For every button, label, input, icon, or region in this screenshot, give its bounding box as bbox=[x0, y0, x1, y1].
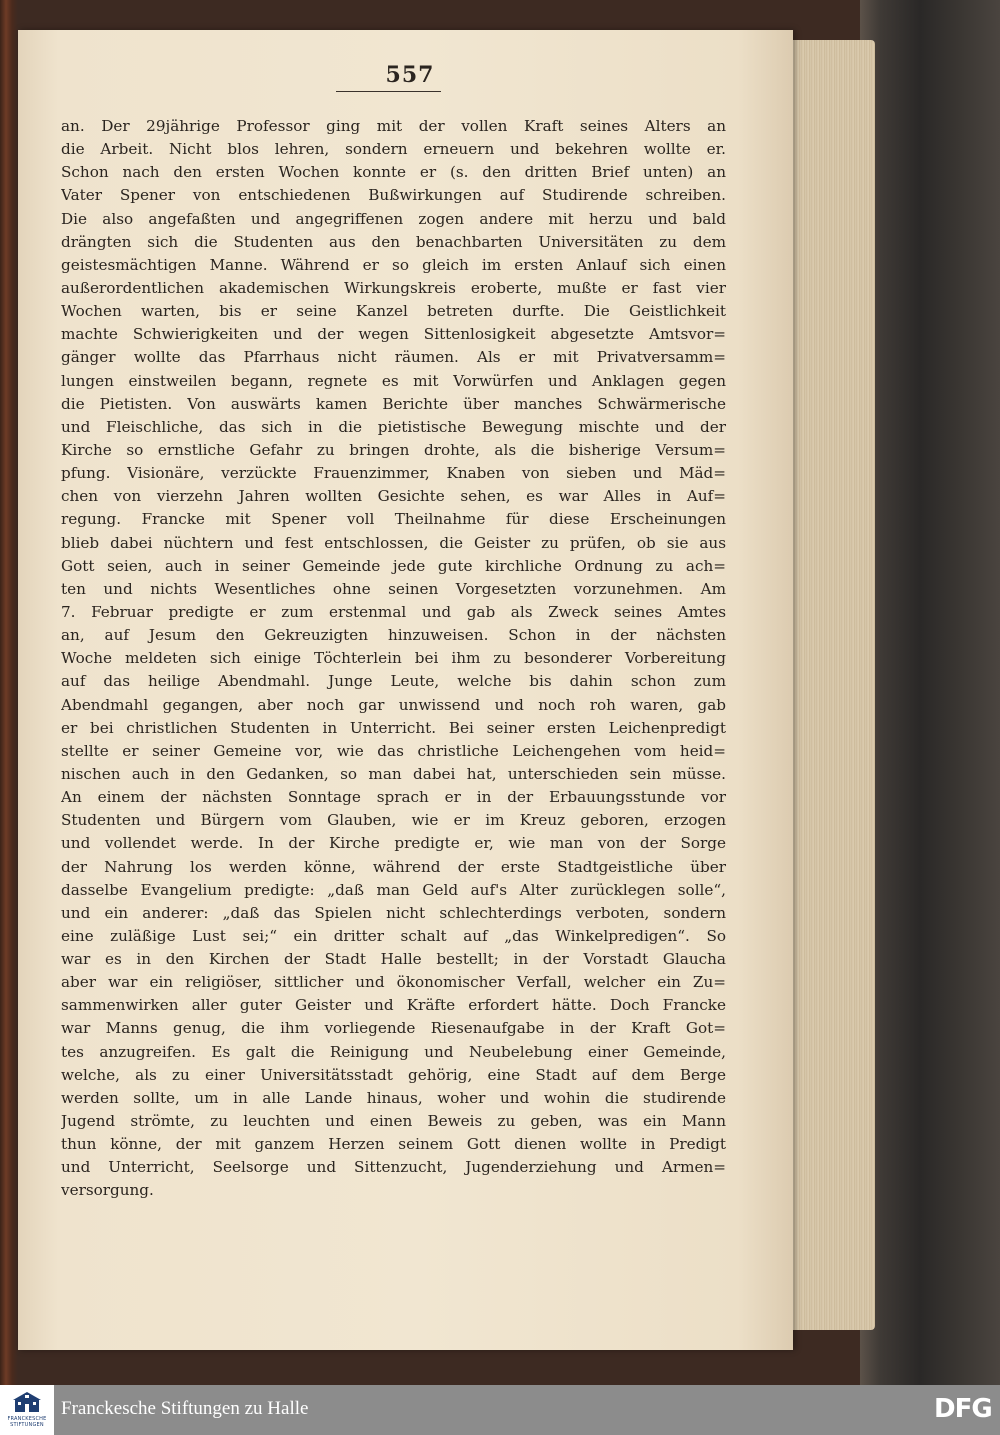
building-icon bbox=[12, 1391, 42, 1413]
page-stack-edge bbox=[780, 40, 875, 1330]
text-line: Schon nach den ersten Wochen konnte er (s. den dritten Brief unten) an bbox=[61, 163, 726, 182]
text-line: 7. Februar predigte er zum erstenmal und gab als Zweck seines Amtes bbox=[61, 602, 726, 621]
text-line: An einem der nächsten Sonntage sprach er in der Erbauungsstunde vor bbox=[61, 788, 726, 807]
text-line: lungen einstweilen begann, regnete es mit Vorwürfen und Anklagen gegen bbox=[61, 371, 726, 390]
text-line: versorgung. bbox=[61, 1181, 154, 1200]
page-number-rule bbox=[336, 91, 441, 92]
text-line: stellte er seiner Gemeine vor, wie das christliche Leichengehen vom heid= bbox=[61, 741, 726, 760]
page-number: 557 bbox=[385, 62, 435, 88]
text-line: Die also angefaßten und angegriffenen zogen andere mit herzu und bald bbox=[61, 209, 726, 228]
text-line: Woche meldeten sich einige Töchterlein bei ihm zu besonderer Vorbereitung bbox=[61, 649, 726, 668]
text-line: welche, als zu einer Universitätsstadt gehörig, eine Stadt auf dem Berge bbox=[61, 1065, 726, 1084]
body-text bbox=[61, 115, 726, 1203]
text-line: Wochen warten, bis er seine Kanzel betreten durfte. Die Geistlichkeit bbox=[61, 302, 726, 321]
text-line: pfung. Visionäre, verzückte Frauenzimmer, Knaben von sieben und Mäd= bbox=[61, 464, 726, 483]
logo-caption bbox=[2, 1416, 52, 1428]
viewer-footer bbox=[0, 1385, 1000, 1435]
text-line: ten und nichts Wesentliches ohne seinen Vorgesetzten vorzunehmen. Am bbox=[61, 579, 726, 598]
text-line: auf das heilige Abendmahl. Junge Leute, welche bis dahin schon zum bbox=[61, 672, 726, 691]
text-line: sammenwirken aller guter Geister und Kräfte erfordert hätte. Doch Francke bbox=[61, 996, 726, 1015]
logo-caption-line2: STIFTUNGEN bbox=[10, 1422, 44, 1428]
text-line: blieb dabei nüchtern und fest entschlossen, die Geister zu prüfen, ob sie aus bbox=[61, 533, 726, 552]
text-line: Kirche so ernstliche Gefahr zu bringen drohte, als die bisherige Versum= bbox=[61, 440, 726, 459]
text-line: und ein anderer: „daß das Spielen nicht schlechterdings verboten, sondern bbox=[61, 903, 726, 922]
text-line: Vater Spener von entschiedenen Bußwirkungen auf Studirende schreiben. bbox=[61, 186, 726, 205]
text-line: die Arbeit. Nicht blos lehren, sondern erneuern und bekehren wollte er. bbox=[61, 140, 726, 159]
text-line: machte Schwierigkeiten und der wegen Sittenlosigkeit abgesetzte Amtsvor= bbox=[61, 325, 726, 344]
text-line: an, auf Jesum den Gekreuzigten hinzuweisen. Schon in der nächsten bbox=[61, 626, 726, 645]
text-line: und Fleischliche, das sich in die pietistische Bewegung mischte und der bbox=[61, 417, 726, 436]
text-line: Abendmahl gegangen, aber noch gar unwissend und noch roh waren, gab bbox=[61, 695, 726, 714]
dfg-logo[interactable]: DFG bbox=[934, 1394, 992, 1424]
text-line: geistesmächtigen Manne. Während er so gleich im ersten Anlauf sich einen bbox=[61, 255, 726, 274]
text-line: dasselbe Evangelium predigte: „daß man Geld auf's Alter zurücklegen solle“, bbox=[61, 880, 726, 899]
institution-logo[interactable] bbox=[0, 1385, 54, 1435]
text-line: tes anzugreifen. Es galt die Reinigung und Neubelebung einer Gemeinde, bbox=[61, 1042, 726, 1061]
text-line: und vollendet werde. In der Kirche predigte er, wie man von der Sorge bbox=[61, 834, 726, 853]
text-line: regung. Francke mit Spener voll Theilnahme für diese Erscheinungen bbox=[61, 510, 726, 529]
logo-caption-line1: FRANCKESCHE bbox=[7, 1416, 47, 1422]
text-line: drängten sich die Studenten aus den benachbarten Universitäten zu dem bbox=[61, 232, 726, 251]
text-line: war es in den Kirchen der Stadt Halle bestellt; in der Vorstadt Glaucha bbox=[61, 950, 726, 969]
text-line: außerordentlichen akademischen Wirkungskreis eroberte, mußte er fast vier bbox=[61, 278, 726, 297]
book-cover-edge bbox=[860, 0, 1000, 1385]
text-line: werden sollte, um in alle Lande hinaus, woher und wohin die studirende bbox=[61, 1088, 726, 1107]
text-line: eine zuläßige Lust sei;“ ein dritter schalt auf „das Winkelpredigen“. So bbox=[61, 926, 726, 945]
text-line: an. Der 29jährige Professor ging mit der vollen Kraft seines Alters an bbox=[61, 117, 726, 135]
text-line: Studenten und Bürgern vom Glauben, wie er im Kreuz geboren, erzogen bbox=[61, 811, 726, 830]
text-line: und Unterricht, Seelsorge und Sittenzucht, Jugenderziehung und Armen= bbox=[61, 1158, 726, 1177]
text-line: nischen auch in den Gedanken, so man dabei hat, unterschieden sein müsse. bbox=[61, 764, 726, 783]
text-line: der Nahrung los werden könne, während der erste Stadtgeistliche über bbox=[61, 857, 726, 876]
text-line: Gott seien, auch in seiner Gemeinde jede gute kirchliche Ordnung zu ach= bbox=[61, 556, 726, 575]
text-line: er bei christlichen Studenten in Unterricht. Bei seiner ersten Leichenpredigt bbox=[61, 718, 726, 737]
text-line: aber war ein religiöser, sittlicher und ökonomischer Verfall, welcher ein Zu= bbox=[61, 973, 726, 992]
text-line: gänger wollte das Pfarrhaus nicht räumen. Als er mit Privatversamm= bbox=[61, 348, 726, 367]
institution-name: Franckesche Stiftungen zu Halle bbox=[61, 1398, 309, 1419]
book-page bbox=[18, 30, 793, 1350]
text-line: thun könne, der mit ganzem Herzen seinem Gott dienen wollte in Predigt bbox=[61, 1135, 726, 1154]
text-line: war Manns genug, die ihm vorliegende Riesenaufgabe in der Kraft Got= bbox=[61, 1019, 726, 1038]
text-line: die Pietisten. Von auswärts kamen Berichte über manches Schwärmerische bbox=[61, 394, 726, 413]
text-line: Jugend strömte, zu leuchten und einen Beweis zu geben, was ein Mann bbox=[61, 1112, 726, 1131]
text-line: chen von vierzehn Jahren wollten Gesichte sehen, es war Alles in Auf= bbox=[61, 487, 726, 506]
